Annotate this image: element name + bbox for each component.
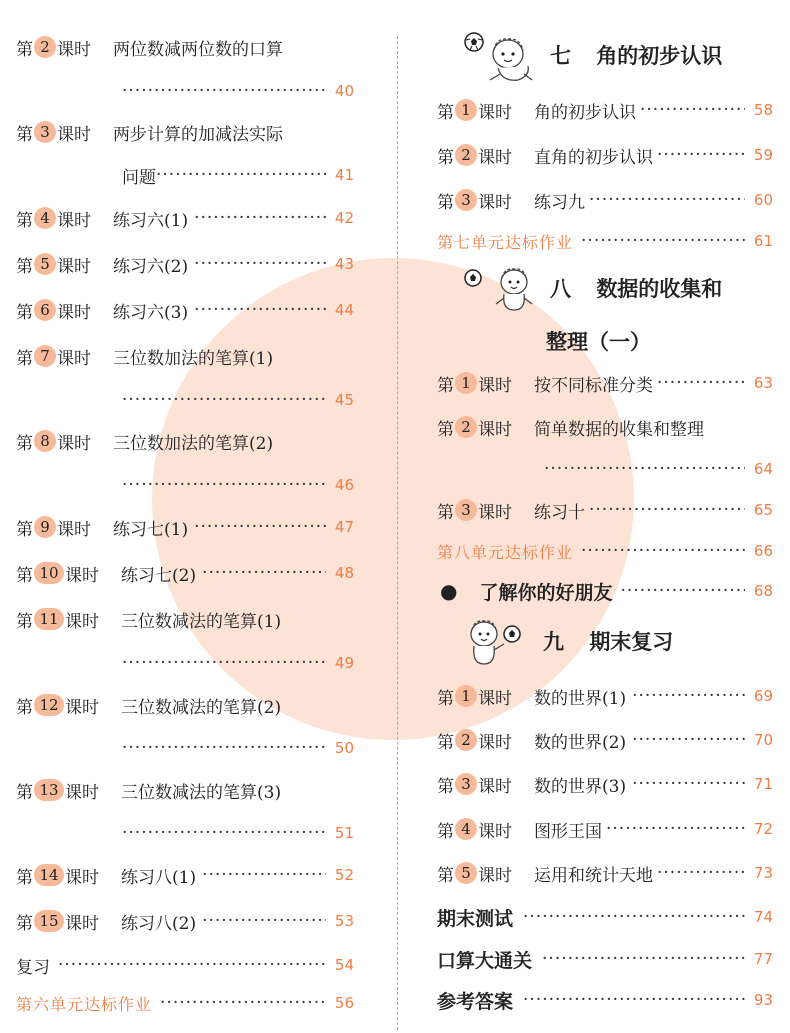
lesson-prefix: 第 (437, 419, 454, 440)
lesson-suffix: 课时 (478, 102, 512, 123)
toc-row[interactable] (437, 858, 773, 888)
lesson-number-badge: 13 (34, 779, 64, 801)
page-number: 65 (753, 501, 773, 519)
lesson-number-badge: 1 (455, 685, 477, 707)
page-number: 51 (334, 824, 354, 842)
toc-row-continuation[interactable] (122, 470, 354, 500)
lesson-number-badge: 1 (455, 372, 477, 394)
leader-dots (202, 865, 326, 885)
leader-dots (523, 990, 745, 1010)
page-number: 49 (334, 654, 354, 672)
page-number: 43 (334, 255, 354, 273)
lesson-suffix: 课时 (65, 611, 99, 632)
lesson-suffix: 课时 (478, 865, 512, 886)
page-number: 41 (334, 166, 354, 184)
lesson-number-badge: 2 (455, 416, 477, 438)
toc-row[interactable] (16, 32, 356, 62)
lesson-number-badge: 5 (455, 862, 477, 884)
lesson-prefix: 第 (16, 124, 33, 145)
lesson-suffix: 课时 (57, 39, 91, 60)
lesson-prefix: 第 (16, 302, 33, 323)
section-title: 口算大通关 (437, 949, 533, 972)
leader-dots (202, 563, 326, 583)
toc-row-continuation[interactable] (122, 818, 354, 848)
toc-row-unit-test[interactable] (16, 988, 354, 1018)
lesson-title: 简单数据的收集和整理 (534, 419, 704, 440)
page-number: 69 (753, 687, 773, 705)
lesson-number-badge: 15 (34, 910, 64, 932)
lesson-prefix: 第 (16, 348, 33, 369)
leader-dots (581, 231, 745, 251)
page-number: 64 (753, 460, 773, 478)
lesson-number-badge: 6 (34, 299, 56, 321)
page-number: 66 (753, 542, 773, 560)
toc-row[interactable] (16, 203, 354, 233)
toc-row[interactable] (437, 725, 773, 755)
page-number: 40 (334, 82, 354, 100)
lesson-number-badge: 7 (34, 345, 56, 367)
lesson-prefix: 第 (16, 867, 33, 888)
lesson-prefix: 第 (16, 697, 33, 718)
lesson-title: 直角的初步认识 (534, 147, 653, 168)
toc-row-review[interactable] (16, 950, 354, 980)
leader-dots (544, 459, 745, 479)
leader-dots (122, 738, 326, 758)
toc-row[interactable] (437, 814, 773, 844)
chapter-title-continued: 整理（一） (546, 330, 651, 354)
chapter-title: 数据的收集和 (596, 277, 723, 301)
mascot-soccer-icon (462, 264, 542, 314)
leader-dots (632, 730, 745, 750)
page-number: 53 (334, 912, 354, 930)
mascot-soccer-icon (462, 616, 526, 670)
page-number: 45 (334, 391, 354, 409)
toc-row[interactable] (437, 412, 773, 442)
leader-dots (194, 517, 326, 537)
leader-dots (122, 390, 326, 410)
leader-dots (122, 81, 326, 101)
unit-test-title: 第七单元达标作业 (437, 232, 574, 252)
toc-row[interactable] (16, 604, 356, 634)
lesson-prefix: 第 (16, 782, 33, 803)
lesson-title: 三位数减法的笔算(1) (121, 611, 282, 632)
lesson-prefix: 第 (16, 39, 33, 60)
lesson-title: 数的世界(1) (534, 688, 627, 709)
page-number: 72 (753, 820, 773, 838)
chapter-heading (550, 273, 722, 303)
lesson-prefix: 第 (437, 147, 454, 168)
toc-row[interactable] (437, 185, 773, 215)
lesson-title: 三位数加法的笔算(2) (113, 433, 274, 454)
leader-dots (589, 190, 745, 210)
lesson-title: 三位数减法的笔算(3) (121, 782, 282, 803)
lesson-suffix: 课时 (57, 433, 91, 454)
lesson-prefix: 第 (16, 519, 33, 540)
toc-row-unit-test[interactable] (437, 536, 773, 566)
lesson-title: 按不同标准分类 (534, 375, 653, 396)
lesson-suffix: 课时 (478, 688, 512, 709)
lesson-number-badge: 3 (455, 499, 477, 521)
toc-row-unit-test[interactable] (437, 226, 773, 256)
lesson-prefix: 第 (16, 256, 33, 277)
lesson-title: 练习八(2) (121, 913, 197, 934)
leader-dots (156, 165, 326, 185)
lesson-number-badge: 3 (455, 189, 477, 211)
lesson-title: 练习六(3) (113, 302, 189, 323)
lesson-number-badge: 2 (455, 729, 477, 751)
lesson-number-badge: 12 (34, 694, 64, 716)
toc-row[interactable] (16, 295, 354, 325)
lesson-prefix: 第 (437, 865, 454, 886)
lesson-number-badge: 3 (455, 773, 477, 795)
lesson-title: 练习七(2) (121, 565, 197, 586)
leader-dots (657, 373, 745, 393)
toc-row[interactable] (16, 558, 354, 588)
toc-row-special[interactable] (440, 576, 773, 606)
chapter-number: 九 (543, 630, 564, 654)
bullet-icon: ● (440, 579, 458, 603)
section-title: 参考答案 (437, 990, 514, 1013)
leader-dots (194, 300, 326, 320)
lesson-number-badge: 8 (34, 430, 56, 452)
lesson-suffix: 课时 (478, 375, 512, 396)
page-number: 44 (334, 301, 354, 319)
lesson-suffix: 课时 (478, 192, 512, 213)
lesson-title-continued: 问题 (122, 167, 156, 188)
lesson-title: 两步计算的加减法实际 (113, 124, 283, 145)
lesson-number-badge: 10 (34, 562, 64, 584)
page-number: 50 (334, 739, 354, 757)
lesson-prefix: 第 (437, 502, 454, 523)
chapter-title-line2 (546, 326, 651, 356)
lesson-suffix: 课时 (478, 821, 512, 842)
lesson-prefix: 第 (437, 375, 454, 396)
toc-row-answers[interactable] (437, 985, 773, 1015)
leader-dots (640, 100, 745, 120)
leader-dots (58, 955, 326, 975)
leader-dots (202, 911, 326, 931)
toc-row[interactable] (437, 368, 773, 398)
chapter-heading (543, 626, 673, 656)
leader-dots (589, 500, 745, 520)
lesson-suffix: 课时 (478, 776, 512, 797)
page-number: 61 (753, 232, 773, 250)
leader-dots (606, 819, 745, 839)
leader-dots (194, 208, 326, 228)
page-number: 60 (753, 191, 773, 209)
page-number: 68 (753, 582, 773, 600)
lesson-prefix: 第 (16, 433, 33, 454)
lesson-number-badge: 14 (34, 864, 64, 886)
page-number: 70 (753, 731, 773, 749)
lesson-suffix: 课时 (478, 732, 512, 753)
toc-row-continuation[interactable] (122, 160, 354, 190)
lesson-suffix: 课时 (478, 502, 512, 523)
toc-row[interactable] (16, 249, 354, 279)
lesson-suffix: 课时 (57, 348, 91, 369)
lesson-suffix: 课时 (65, 913, 99, 934)
toc-row[interactable] (16, 341, 356, 371)
lesson-number-badge: 2 (455, 144, 477, 166)
lesson-title: 数的世界(2) (534, 732, 627, 753)
page-number: 52 (334, 866, 354, 884)
lesson-number-badge: 11 (34, 608, 64, 630)
lesson-prefix: 第 (16, 565, 33, 586)
toc-row[interactable] (437, 769, 773, 799)
page-number: 93 (753, 991, 773, 1009)
toc-row-continuation[interactable] (122, 648, 354, 678)
lesson-suffix: 课时 (478, 147, 512, 168)
lesson-title: 练习九 (534, 192, 585, 213)
lesson-prefix: 第 (16, 611, 33, 632)
toc-row[interactable] (16, 906, 354, 936)
leader-dots (632, 686, 745, 706)
leader-dots (523, 907, 745, 927)
toc-row[interactable] (437, 140, 773, 170)
lesson-title: 练习六(2) (113, 256, 189, 277)
leader-dots (542, 949, 745, 969)
mascot-soccer-icon (462, 30, 538, 86)
lesson-title: 练习十 (534, 502, 585, 523)
lesson-prefix: 第 (437, 102, 454, 123)
lesson-title: 三位数减法的笔算(2) (121, 697, 282, 718)
lesson-title: 两位数减两位数的口算 (113, 39, 283, 60)
lesson-title: 图形王国 (534, 821, 602, 842)
lesson-number-badge: 4 (455, 818, 477, 840)
chapter-title: 角的初步认识 (596, 44, 723, 68)
lesson-title: 运用和统计天地 (534, 865, 653, 886)
lesson-title: 数的世界(3) (534, 776, 627, 797)
section-title: 期末测试 (437, 907, 514, 930)
lesson-prefix: 第 (16, 913, 33, 934)
leader-dots (620, 581, 745, 601)
column-divider (397, 36, 398, 1030)
leader-dots (122, 475, 326, 495)
unit-test-title: 第六单元达标作业 (16, 994, 153, 1014)
lesson-suffix: 课时 (57, 256, 91, 277)
toc-row-final-test[interactable] (437, 902, 773, 932)
lesson-suffix: 课时 (57, 210, 91, 231)
toc-row[interactable] (437, 495, 773, 525)
lesson-title: 练习六(1) (113, 210, 189, 231)
lesson-prefix: 第 (437, 192, 454, 213)
toc-row[interactable] (437, 681, 773, 711)
lesson-suffix: 课时 (65, 697, 99, 718)
lesson-title: 练习七(1) (113, 519, 189, 540)
lesson-title: 角的初步认识 (534, 102, 636, 123)
toc-row[interactable] (16, 117, 356, 147)
toc-row[interactable] (16, 690, 356, 720)
page-number: 47 (334, 518, 354, 536)
leader-dots (632, 774, 745, 794)
toc-row[interactable] (16, 426, 356, 456)
leader-dots (122, 823, 326, 843)
leader-dots (194, 254, 326, 274)
leader-dots (122, 653, 326, 673)
toc-row-oral-practice[interactable] (437, 944, 773, 974)
toc-row[interactable] (16, 512, 354, 542)
page-number: 42 (334, 209, 354, 227)
lesson-number-badge: 1 (455, 99, 477, 121)
chapter-number: 七 (550, 44, 571, 68)
toc-row[interactable] (437, 95, 773, 125)
chapter-number: 八 (550, 277, 571, 301)
lesson-title: 三位数加法的笔算(1) (113, 348, 274, 369)
page-number: 71 (753, 775, 773, 793)
toc-row[interactable] (16, 860, 354, 890)
chapter-heading (550, 40, 722, 70)
lesson-suffix: 课时 (65, 782, 99, 803)
leader-dots (657, 145, 745, 165)
lesson-number-badge: 5 (34, 253, 56, 275)
review-title: 复习 (16, 957, 50, 978)
page-number: 58 (753, 101, 773, 119)
lesson-prefix: 第 (437, 821, 454, 842)
lesson-suffix: 课时 (65, 565, 99, 586)
leader-dots (160, 993, 326, 1013)
unit-test-title: 第八单元达标作业 (437, 542, 574, 562)
lesson-number-badge: 3 (34, 121, 56, 143)
special-title: 了解你的好朋友 (479, 581, 613, 604)
page-number: 46 (334, 476, 354, 494)
lesson-number-badge: 2 (34, 36, 56, 58)
page-number: 77 (753, 950, 773, 968)
toc-row-continuation[interactable] (122, 385, 354, 415)
lesson-prefix: 第 (437, 776, 454, 797)
toc-row-continuation[interactable] (122, 733, 354, 763)
page-number: 48 (334, 564, 354, 582)
lesson-suffix: 课时 (57, 302, 91, 323)
toc-row-continuation[interactable] (544, 454, 773, 484)
page-number: 59 (753, 146, 773, 164)
lesson-number-badge: 9 (34, 516, 56, 538)
lesson-suffix: 课时 (478, 419, 512, 440)
page-number: 73 (753, 864, 773, 882)
lesson-title: 练习八(1) (121, 867, 197, 888)
leader-dots (581, 541, 745, 561)
lesson-prefix: 第 (16, 210, 33, 231)
lesson-suffix: 课时 (57, 124, 91, 145)
page-number: 63 (753, 374, 773, 392)
lesson-suffix: 课时 (57, 519, 91, 540)
toc-row[interactable] (16, 775, 356, 805)
leader-dots (657, 863, 745, 883)
lesson-suffix: 课时 (65, 867, 99, 888)
lesson-prefix: 第 (437, 732, 454, 753)
chapter-title: 期末复习 (589, 630, 674, 654)
page-number: 74 (753, 908, 773, 926)
lesson-prefix: 第 (437, 688, 454, 709)
page-number: 54 (334, 956, 354, 974)
toc-row-continuation[interactable] (122, 76, 354, 106)
lesson-number-badge: 4 (34, 207, 56, 229)
page-number: 56 (334, 994, 354, 1012)
